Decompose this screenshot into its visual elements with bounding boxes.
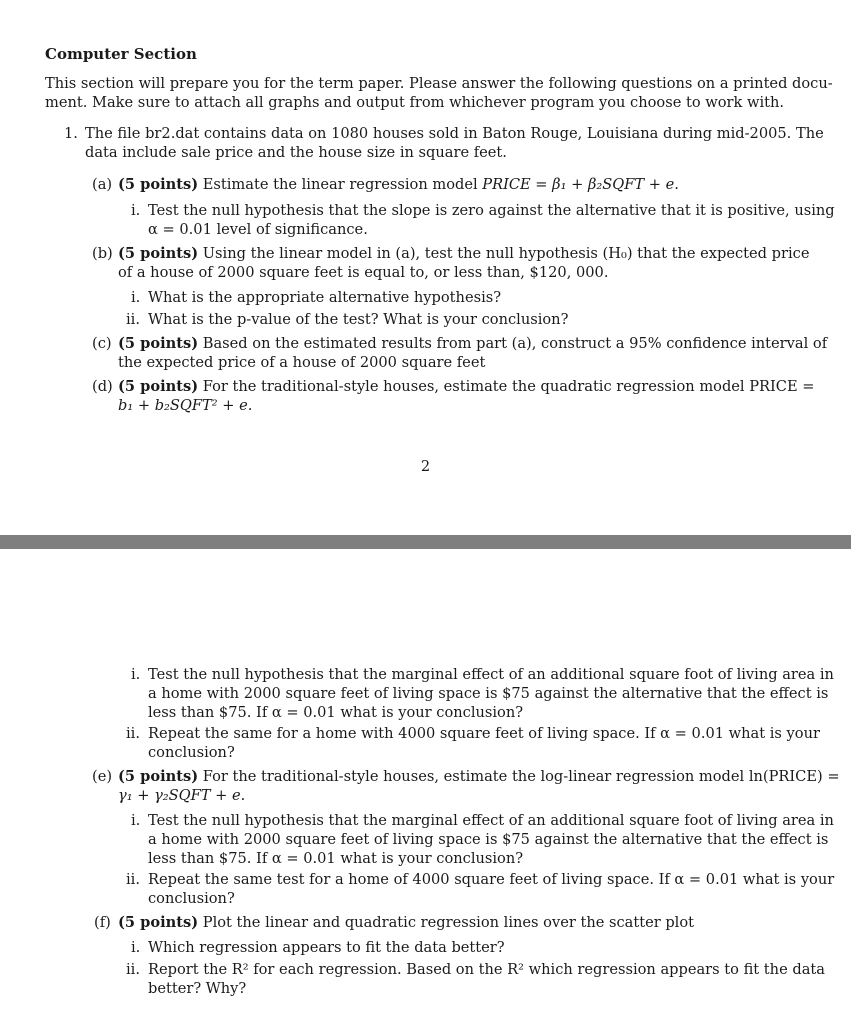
part-c-line-1 <box>118 334 827 353</box>
part-c-text-1: Based on the estimated results from part (a), construct a 95% confidence interval of <box>202 335 828 352</box>
part-d-i-line-3: less than $75. If α = 0.01 what is your conclusion? <box>148 704 524 721</box>
part-d-ii-line-1: Repeat the same for a home with 4000 square feet of living space. If α = 0.01 what is your <box>148 725 820 742</box>
q1-number: 1. <box>64 125 78 142</box>
page-number: 2 <box>420 458 431 475</box>
page-2 <box>0 549 851 1024</box>
part-b-ii-label: ii. <box>126 311 140 328</box>
intro-line-1: This section will prepare you for the term paper. Please answer the following questions on a printed docu- <box>45 75 833 92</box>
part-f-ii-line-1: Report the R² for each regression. Based on the R² which regression appears to fit the data <box>148 961 825 978</box>
part-e-i-line-2: a home with 2000 square feet of living space is $75 against the alternative that the effect is <box>148 831 829 848</box>
part-b-points: (5 points) <box>118 245 199 262</box>
part-e-label: (e) <box>92 768 113 785</box>
part-f-label: (f) <box>94 914 111 931</box>
part-d-line-2 <box>118 396 252 415</box>
part-b-i-label: i. <box>131 289 141 306</box>
part-a-points: (5 points) <box>118 176 199 193</box>
part-e-i-line-1: Test the null hypothesis that the marginal effect of an additional square foot of living area in <box>148 812 834 829</box>
part-a-i-line-2: α = 0.01 level of significance. <box>148 221 368 238</box>
part-b-label: (b) <box>92 245 113 262</box>
part-a-label: (a) <box>92 176 113 193</box>
part-d-line-1 <box>118 377 815 396</box>
part-f-ii-label: ii. <box>126 961 140 978</box>
part-d-text-1: For the traditional-style houses, estimate the quadratic regression model PRICE = <box>202 378 815 395</box>
part-a-line <box>118 175 679 194</box>
part-f-i-text: Which regression appears to fit the data better? <box>148 939 505 956</box>
part-e-ii-line-1: Repeat the same test for a home of 4000 square feet of living space. If α = 0.01 what is your <box>148 871 835 888</box>
part-b-line-2: of a house of 2000 square feet is equal to, or less than, $120, 000. <box>118 264 609 281</box>
part-b-line-1 <box>118 244 809 263</box>
part-d-i-line-2: a home with 2000 square feet of living space is $75 against the alternative that the effect is <box>148 685 829 702</box>
part-c-label: (c) <box>92 335 112 352</box>
part-e-points: (5 points) <box>118 768 199 785</box>
q1-line-1: The file br2.dat contains data on 1080 houses sold in Baton Rouge, Louisiana during mid-2005. The <box>85 125 824 142</box>
part-d-i-line-1: Test the null hypothesis that the marginal effect of an additional square foot of living area in <box>148 666 834 683</box>
q1-line-2: data include sale price and the house size in square feet. <box>85 144 507 161</box>
part-d-label: (d) <box>92 378 113 395</box>
part-f-line <box>118 913 694 932</box>
part-b-ii-text: What is the p-value of the test? What is your conclusion? <box>148 311 569 328</box>
part-e-i-label: i. <box>131 812 141 829</box>
part-e-ii-label: ii. <box>126 871 140 888</box>
page-separator <box>0 535 851 549</box>
part-c-line-2: the expected price of a house of 2000 square feet <box>118 354 486 371</box>
part-a-i-label: i. <box>131 202 141 219</box>
part-d-formula: b₁ + b₂SQFT² + e. <box>118 397 253 414</box>
part-f-ii-line-2: better? Why? <box>148 980 247 997</box>
part-b-i-text: What is the appropriate alternative hypothesis? <box>148 289 502 306</box>
part-e-text-1: For the traditional-style houses, estimate the log-linear regression model ln(PRICE) = <box>202 768 840 785</box>
part-f-points: (5 points) <box>118 914 199 931</box>
section-title: Computer Section <box>45 45 197 63</box>
part-e-line-2 <box>118 786 245 805</box>
part-f-i-label: i. <box>131 939 141 956</box>
part-b-text-1: Using the linear model in (a), test the null hypothesis (H₀) that the expected price <box>202 245 810 262</box>
part-e-formula: γ₁ + γ₂SQFT + e. <box>118 787 246 804</box>
part-f-text: Plot the linear and quadratic regression lines over the scatter plot <box>202 914 694 931</box>
part-a-formula: PRICE = β₁ + β₂SQFT + e. <box>482 176 679 193</box>
part-e-i-line-3: less than $75. If α = 0.01 what is your conclusion? <box>148 850 524 867</box>
part-d-i-label: i. <box>131 666 141 683</box>
part-e-ii-line-2: conclusion? <box>148 890 235 907</box>
part-a-i-line-1: Test the null hypothesis that the slope is zero against the alternative that it is positive, using <box>148 202 835 219</box>
part-d-points: (5 points) <box>118 378 199 395</box>
intro-line-2: ment. Make sure to attach all graphs and output from whichever program you choose to work with. <box>45 94 785 111</box>
part-d-ii-label: ii. <box>126 725 140 742</box>
part-c-points: (5 points) <box>118 335 199 352</box>
part-d-ii-line-2: conclusion? <box>148 744 235 761</box>
part-a-text: Estimate the linear regression model <box>202 176 478 193</box>
part-e-line-1 <box>118 767 840 786</box>
